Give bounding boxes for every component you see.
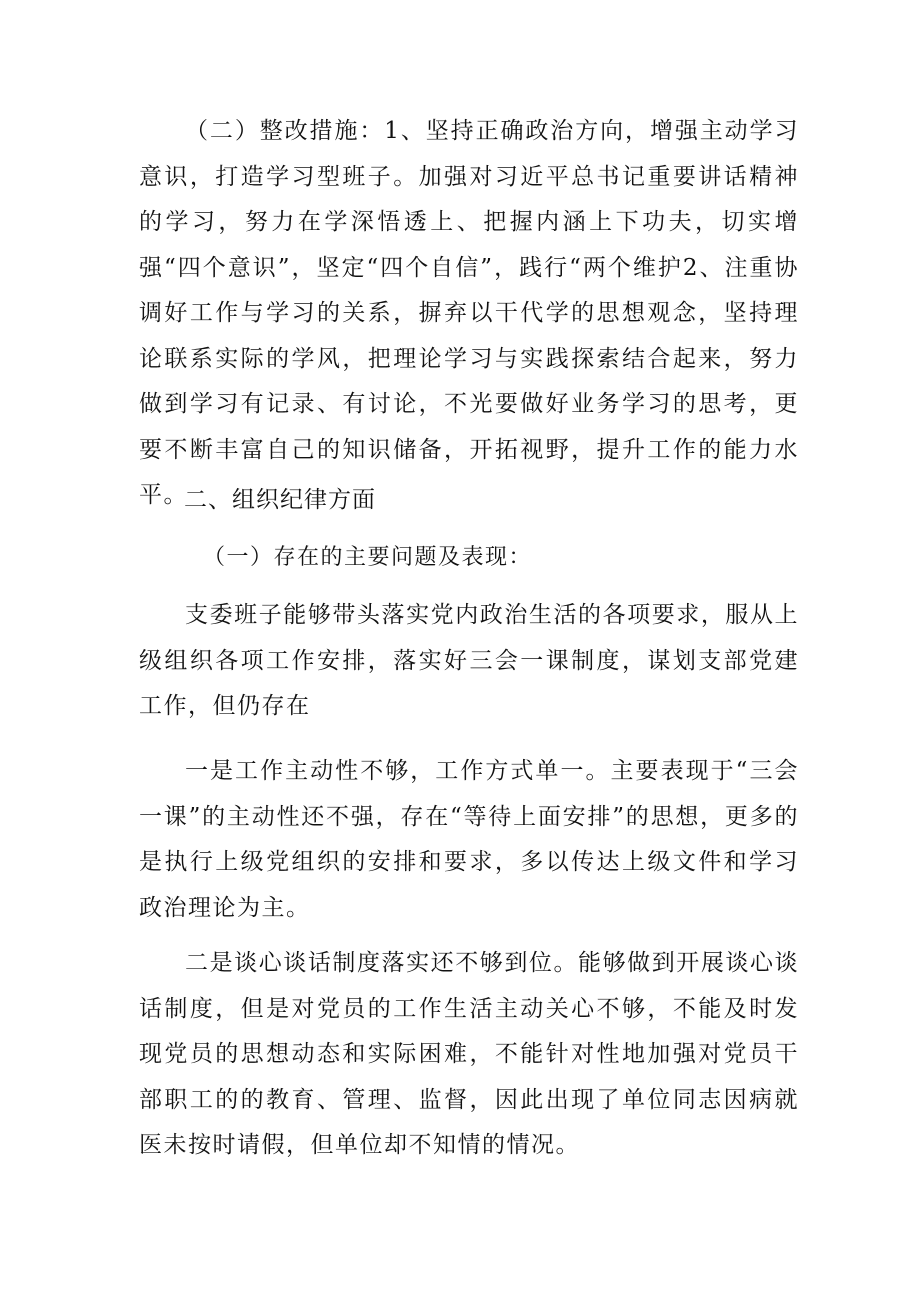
issue-two-paragraph: 二是谈心谈话制度落实还不够到位。能够做到开展谈心谈话制度，但是对党员的工作生活主动关心不够，不能及时发现党员的思想动态和实际困难，不能针对性地加强对党员干部职工的的教育、管理、监督，因此出现了单位同志因病就医未按时请假，但单位却不知情的情况。 xyxy=(139,950,799,1158)
sub-heading: （一）存在的主要问题及表现： xyxy=(203,545,533,570)
rectification-paragraph: （二）整改措施：1、坚持正确政治方向，增强主动学习意识，打造学习型班子。加强对习近平总书记重要讲话精神的学习，努力在学深悟透上、把握内涵上下功夫，切实增强“四个意识”，坚定“四个自信”，践行“两个维护2、注重协调好工作与学习的关系，摒弃以干代学的思想观念，坚持理论联系实际的学风，把理论学习与实践探索结合起来，努力做到学习有记录、有讨论，不光要做好业务学习的思考，更要不断丰富自己的知识储备，开拓视野，提升工作的能力水平。 xyxy=(139,118,799,508)
intro-paragraph: 支委班子能够带头落实党内政治生活的各项要求，服从上级组织各项工作安排，落实好三会一课制度，谋划支部党建工作，但仍存在 xyxy=(139,602,799,719)
section-heading: 二、组织纪律方面 xyxy=(184,487,376,513)
issue-one-paragraph: 一是工作主动性不够，工作方式单一。主要表现于“三会一课”的主动性还不强，存在“等待上面安排”的思想，更多的是执行上级党组织的安排和要求，多以传达上级文件和学习政治理论为主。 xyxy=(139,758,799,921)
